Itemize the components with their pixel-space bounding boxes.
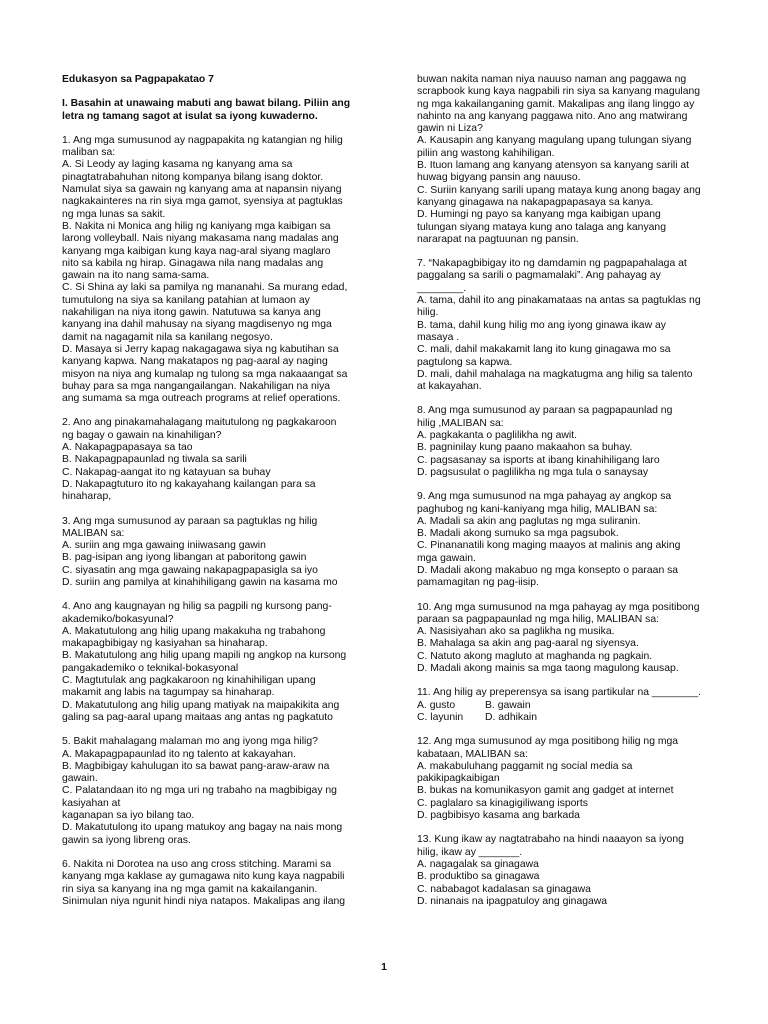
question-line: hilig ,MALIBAN sa: [417,417,504,429]
question-block [417,405,759,479]
question-block [62,516,380,590]
right-questions [417,74,759,675]
option-row [417,712,759,724]
question-line: D. Makatutulong ito upang matukoy ang bagay na nais mong [62,822,343,834]
question-line: huwag bigyang pansin ang nauuso. [417,172,581,184]
question-line: 5. Bakit mahalagang malaman mo ang iyong mga hilig? [62,736,318,748]
question-line: B. Madali akong sumuko sa mga pagsubok. [417,528,619,540]
question-line: C. siyasatin ang mga gawaing nakapagpapasigla sa iyo [62,564,318,576]
question-line: pagtulong sa kapwa. [417,356,513,368]
question-line: A. suriin ang mga gawaing iniiwasang gawin [62,540,266,552]
question-line: kasiyahan at [62,797,121,809]
question-line: pangakademiko o teknikal-bokasyonal [62,662,239,674]
question-line: 12. Ang mga sumusunod ay mga positibong hilig ng mga [417,736,679,748]
question-line: C. mali, dahil makakamit lang ito kung ginagawa mo sa [417,344,671,356]
question-line: A. Madali sa akin ang paglutas ng mga suliranin. [417,515,641,527]
question-line: piliin ang wastong kahihiligan. [417,147,555,159]
question-line: B. bukas na komunikasyon gamit ang gadget at internet [417,785,674,797]
question-line: Sinimulan niya ngunit hindi niya natapos. Makalipas ang ilang [62,895,346,907]
question-line: B. Mahalaga sa akin ang pag-aaral ng siyensya. [417,638,639,650]
question-line: kabataan, MALIBAN sa: [417,748,528,760]
question-line: 13. Kung ikaw ay nagtatrabaho na hindi naaayon sa iyong [417,834,684,846]
question-line: 6. Nakita ni Dorotea na uso ang cross stitching. Marami sa [62,858,332,870]
question-block [62,601,380,724]
left-questions [62,135,380,908]
question-line: C. pagsasanay sa isports at ibang kinahihiligang laro [417,454,660,466]
left-column [62,74,380,920]
question-line: B. Nakapagpapaunlad ng tiwala sa sarili [62,454,247,466]
question-block [417,491,759,589]
right-column [417,74,759,920]
question-block [417,602,759,676]
question-line: D. mali, dahil mahalaga na magkatugma ang hilig sa talento [417,368,693,380]
question-line: nito sa kabila ng hirap. Ginagawa nila nang madalas ang [62,257,324,269]
question-line: tumutulong na siya sa kanilang patahian at lumaon ay [62,294,310,306]
question-line: A. Nasisiyahan ako sa paglikha ng musika. [417,626,615,638]
question-block [417,834,759,908]
question-line: 3. Ang mga sumusunod ay paraan sa pagtuklas ng hilig [62,515,318,527]
question-line: C. Nakapag-aangat ito ng katayuan sa buhay [62,466,271,478]
question-block [62,859,380,908]
question-line: A. Kausapin ang kanyang magulang upang tulungan siyang [417,135,692,147]
question-line: B. Nakita ni Monica ang hilig ng kaniyang mga kaibigan sa [62,220,331,232]
question-line: scrapbook kung kaya nagpabili rin siya sa kanyang magulang [417,86,701,98]
question-line: B. produktibo sa ginagawa [417,871,540,883]
question-line: C. Suriin kanyang sarili upang mataya kung anong bagay ang [417,184,701,196]
option-row [417,700,759,712]
question-block [62,417,380,503]
question-line: B. pagninilay kung paano makaahon sa buhay. [417,442,633,454]
question-line: rin siya sa kanyang ina ng mga gamit na kakailanganin. [62,883,318,895]
instructions-line: letra ng tamang sagot at isulat sa iyong kuwaderno. [62,110,318,122]
question-line: paggalang sa sarili o pagmamalaki”. Ang pahayag ay [417,270,661,282]
question-line: kanyang mga kaklase ay gumagawa nito kung kaya nagpabili [62,871,345,883]
question-line: 1. Ang mga sumusunod ay nagpapakita ng katangian ng hilig [62,134,343,146]
question-line: masaya . [417,331,460,343]
question-line: 11. Ang hilig ay preperensya sa isang partikular na ________. [417,687,702,699]
question-line: A. Makapagpapaunlad ito ng talento at kakayahan. [62,748,296,760]
question-line: Namulat siya sa gawain ng kanyang ama at napansin niyang [62,184,342,196]
question-line: buhay para sa mga nangangailangan. Nakahiligan na niya [62,380,331,392]
question-line: galing sa pag-aaral upang maitaas ang antas ng pagkatuto [62,711,333,723]
question-line: D. ninanais na ipagpatuloy ang ginagawa [417,895,608,907]
question-line: at kakayahan. [417,381,482,393]
question-line: C. Si Shina ay laki sa pamilya ng mananahi. Sa murang edad, [62,282,348,294]
question-11 [417,687,759,724]
question-line: kanyang kapwa. Nang makatapos ng pag-aaral ay naging [62,356,328,368]
question-line: hilig, ikaw ay _______. [417,846,523,858]
question-line: damit na nagagamit nila sa kanilang negosyo. [62,331,273,343]
question-line: gawin sa iyong libreng oras. [62,834,191,846]
question-line: mga gawain. [417,552,476,564]
question-line: 10. Ang mga sumusunod na mga pahayag ay mga positibong [417,601,700,613]
question-line: larong volleyball. Nais niyang makasama nang madalas ang [62,233,339,245]
question-line: nagkakainteres na rin siya mga gamot, syensiya at pagtuklas [62,196,343,208]
question-line: ng mga kakailanganing gamit. Makalipas ang ilang linggo ay [417,98,695,110]
question-line: MALIBAN sa: [62,527,125,539]
question-line: D. pagbibisyo kasama ang barkada [417,810,580,822]
question-line: B. Makatutulong ang hilig upang mapili ng angkop na kursong [62,650,347,662]
instructions [62,98,380,123]
question-line: tulungan siyang mataya kung ano talaga ang kanyang [417,221,666,233]
question-line: kanyang ina dahil mahusay na siyang magdisenyo ng mga [62,319,332,331]
question-line: makamit ang labis na tagumpay sa hinaharap. [62,687,275,699]
question-line: kanyang ginagawa na nakapagpapasaya sa kanya. [417,196,654,208]
question-line: B. Magbibigay kahulugan ito sa bawat pang-araw-araw na [62,760,330,772]
question-line: pamamagitan ng pag-iisip. [417,577,539,589]
question-line: maliban sa: [62,147,116,159]
question-line: misyon na niya ang kumalap ng tulong sa mga nakaaangat sa [62,368,348,380]
question-line: nahinto na ang kanyang paggawa nito. Ano ang matwirang [417,110,688,122]
question-line: 9. Ang mga sumusunod na mga pahayag ay angkop sa [417,491,672,503]
question-line: hinaharap, [62,491,112,503]
question-line: C. nababagot kadalasan sa ginagawa [417,883,591,895]
right-questions-tail [417,736,759,908]
question-line: nararapat na pagtuunan ng pansin. [417,233,579,245]
question-line: D. Makatutulong ang hilig upang matiyak na maipakikita ang [62,699,340,711]
question-line: kanyang mga kaibigan kung kaya nag-aral siyang maglaro [62,245,331,257]
question-line: D. Madali akong mainis sa mga taong magulong kausap. [417,663,679,675]
question-line: gawin ni Liza? [417,123,483,135]
question-line: A. nagagalak sa ginagawa [417,858,539,870]
question-line: D. pagsusulat o paglilikha ng mga tula o sanaysay [417,466,649,478]
question-line: B. tama, dahil kung hilig mo ang iyong ginawa ikaw ay [417,319,666,331]
question-line: 2. Ano ang pinakamahalagang maitutulong ng pagkakaroon [62,417,337,429]
question-line: paraan sa pagpapaunlad ng mga hilig, MALIBAN sa: [417,613,660,625]
question-line: A. pagkakanta o paglilikha ng awit. [417,430,578,442]
question-line: 8. Ang mga sumusunod ay paraan sa pagpapaunlad ng [417,405,673,417]
question-line: C. paglalaro sa kinagigiliwang isports [417,797,588,809]
question-line: A. makabuluhang paggamit ng social media sa [417,760,633,772]
document-title: Edukasyon sa Pagpapakatao 7 [62,74,214,85]
question-line: D. Nakapagtuturo ito ng kakayahang kailangan para sa [62,478,316,490]
question-line: makapagbibigay ng kasiyahan sa hinaharap. [62,638,268,650]
question-line: hilig. [417,307,439,319]
question-line: A. tama, dahil ito ang pinakamataas na antas sa pagtuklas ng [417,295,701,307]
question-line: A. Makatutulong ang hilig upang makakuha ng trabahong [62,625,326,637]
question-line: B. Ituon lamang ang kanyang atensyon sa kanyang sarili at [417,160,690,172]
question-line: ng bagay o gawain na kinahiligan? [62,429,222,441]
page-number: 1 [381,962,387,973]
question-line: C. Pinananatili kong maging maayos at malinis ang aking [417,540,681,552]
question-line: ng mga lunas sa sakit. [62,208,166,220]
question-line: D. suriin ang pamilya at kinahihiligang gawin na kasama mo [62,576,338,588]
question-line: C. Magtutulak ang pagkakaroon ng kinahihiligan upang [62,675,316,687]
question-line: buwan nakita naman niya nauuso naman ang paggawa ng [417,74,687,85]
option: C. layunin [417,711,464,723]
question-line: nakahiligan na niya itong gawin. Natutuwa sa kanya ang [62,307,321,319]
instructions-line: I. Basahin at unawaing mabuti ang bawat bilang. Piliin ang [62,98,351,110]
question-block [62,736,380,847]
question-line: pakikipagkaibigan [417,773,500,785]
option: B. gawain [485,699,531,711]
question-block [417,258,759,393]
question-line: A. Si Leody ay laging kasama ng kanyang ama sa [62,159,293,171]
question-line: D. Masaya si Jerry kapag nakagagawa siya ng kabutihan sa [62,343,339,355]
question-block [417,736,759,822]
question-line: 4. Ano ang kaugnayan ng hilig sa pagpili ng kursong pang- [62,601,332,613]
question-line: akademiko/bokasyunal? [62,613,174,625]
question-line: kaganapan sa iyo bilang tao. [62,810,195,822]
question-line: ________. [417,282,467,294]
question-line: pinagtatrabahuhan nitong kompanya bilang isang doktor. [62,171,324,183]
question-line: D. Madali akong makabuo ng mga konsepto o paraan sa [417,564,679,576]
question-line: gawain. [62,773,98,785]
question-block [62,135,380,406]
question-line: C. Natuto akong magluto at maghanda ng pagkain. [417,650,653,662]
question-line: paghubog ng kani-kaniyang mga hilig, MALIBAN sa: [417,503,658,515]
question-line: ang sumama sa mga outreach programs at relief operations. [62,393,341,405]
question-block [417,74,759,246]
option: A. gusto [417,699,456,711]
question-line: B. pag-isipan ang iyong libangan at paboritong gawin [62,552,307,564]
question-line: gawain na ito nang sama-sama. [62,270,210,282]
option: D. adhikain [485,711,537,723]
question-line: 7. “Nakapagbibigay ito ng damdamin ng pagpapahalaga at [417,258,687,270]
question-line: D. Humingi ng payo sa kanyang mga kaibigan upang [417,209,661,221]
question-line: A. Nakapagpapasaya sa tao [62,442,193,454]
question-line: C. Palatandaan ito ng mga uri ng trabaho na magbibigay ng [62,785,337,797]
